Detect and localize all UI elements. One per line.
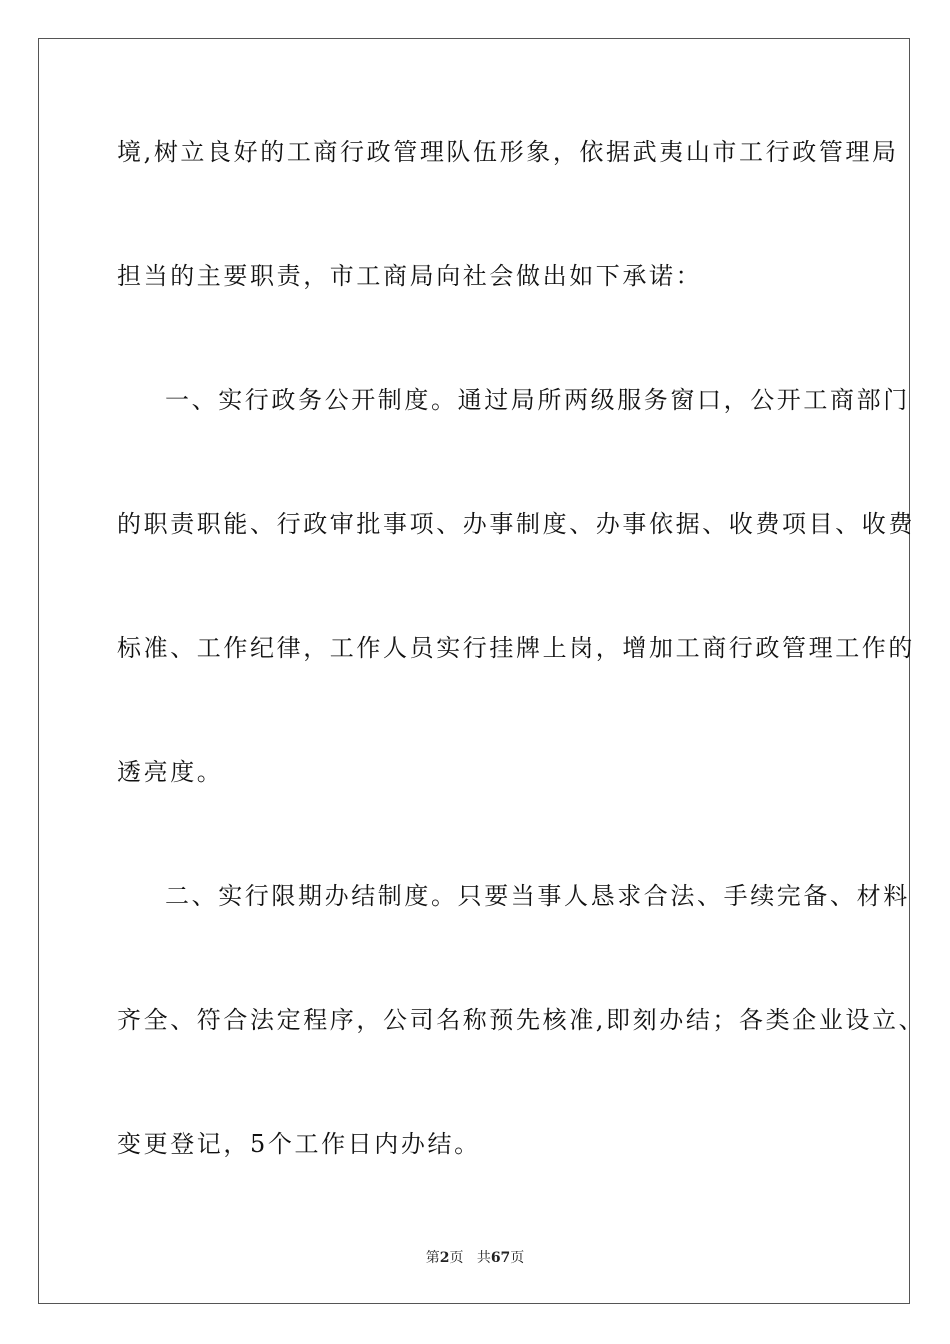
paragraph-1-line-4: 透亮度。 — [117, 758, 224, 786]
paragraph-1-line-1: 一、实行政务公开制度。通过局所两级服务窗口，公开工商部门 — [165, 386, 910, 414]
paragraph-2-line-1: 二、实行限期办结制度。只要当事人恳求合法、手续完备、材料 — [165, 882, 910, 910]
footer-total-suffix: 页 — [510, 1250, 525, 1266]
body-line-2: 担当的主要职责，市工商局向社会做出如下承诺： — [117, 262, 703, 290]
paragraph-1-line-2: 的职责职能、行政审批事项、办事制度、办事依据、收费项目、收费 — [117, 510, 915, 538]
footer-page-word: 页 — [449, 1250, 464, 1266]
page-frame — [38, 38, 910, 1304]
paragraph-2-line-3: 变更登记，5个工作日内办结。 — [117, 1130, 481, 1158]
footer-total-prefix: 共 — [476, 1250, 491, 1266]
paragraph-2-line-2: 齐全、符合法定程序，公司名称预先核准,即刻办结；各类企业设立、 — [117, 1006, 926, 1034]
body-line-1: 境,树立良好的工商行政管理队伍形象，依据武夷山市工行政管理局 — [117, 138, 899, 166]
page-footer — [0, 1249, 950, 1267]
paragraph-1-line-3: 标准、工作纪律，工作人员实行挂牌上岗，增加工商行政管理工作的 — [117, 634, 915, 662]
footer-prefix: 第 — [425, 1250, 440, 1266]
current-page-number: 2 — [439, 1250, 450, 1266]
total-page-count: 67 — [490, 1250, 511, 1266]
